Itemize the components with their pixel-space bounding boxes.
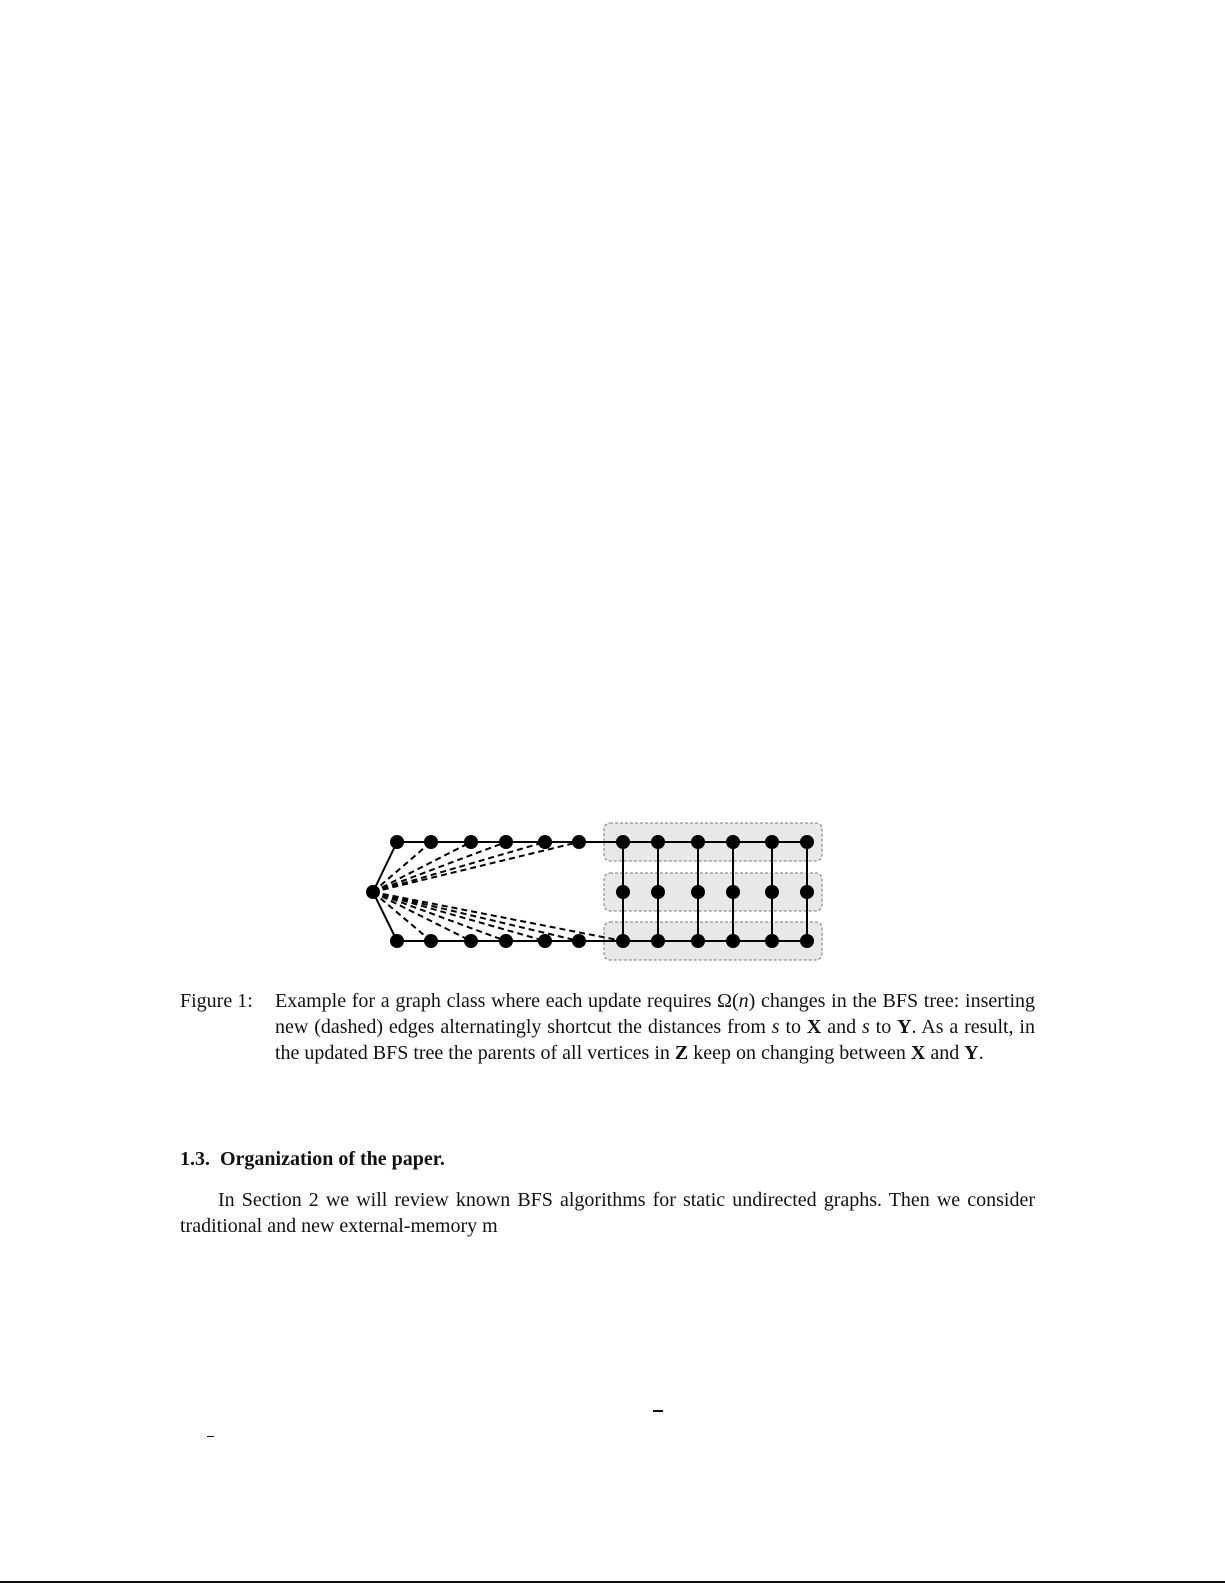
graph-node (691, 885, 705, 899)
caption-segment: . As a result, in the updated BFS tree the parents of all vertices in (275, 1016, 1035, 1064)
caption-segment: n (738, 990, 749, 1012)
caption-segment: Example for a graph class where each update requires Ω( (275, 990, 739, 1012)
caption-segment: ) changes in the BFS tree: inserting new (dashed) edges alternatingly shortcut the distances from (275, 990, 1035, 1038)
graph-node (800, 934, 814, 948)
dashed-edge (373, 892, 623, 941)
figure-caption-text (275, 988, 1035, 1066)
graph-node (691, 934, 705, 948)
graph-node (390, 934, 404, 948)
caption-segment: s (771, 1016, 780, 1038)
graph-node (616, 934, 630, 948)
bfs-graph-figure (360, 820, 840, 970)
caption-segment: and (821, 1016, 862, 1038)
caption-segment: keep on changing between (688, 1042, 911, 1064)
dashed-edge (373, 892, 579, 941)
graph-node (726, 885, 740, 899)
caption-segment: to (869, 1016, 898, 1038)
graph-node (691, 835, 705, 849)
graph-node (726, 934, 740, 948)
graph-node (726, 835, 740, 849)
body-paragraph: In Section 2 we will review known BFS algorithms for static undirected graphs. Then we consider traditional and new external-memory m (180, 1189, 1035, 1237)
caption-segment: Y (964, 1042, 979, 1064)
caption-segment: . (978, 1042, 984, 1064)
graph-node (499, 934, 513, 948)
graph-node (424, 835, 438, 849)
section-heading (180, 1148, 445, 1171)
dashed-edge (373, 892, 545, 941)
page-mark (653, 1410, 663, 1412)
graph-node (390, 835, 404, 849)
graph-node (538, 835, 552, 849)
graph-node (499, 835, 513, 849)
graph-node (464, 835, 478, 849)
section-number: 1.3. (180, 1148, 210, 1170)
group-box (604, 873, 822, 911)
graph-node (424, 934, 438, 948)
graph-node (538, 934, 552, 948)
caption-segment: X (806, 1016, 822, 1038)
graph-node (616, 835, 630, 849)
caption-segment: to (779, 1016, 807, 1038)
dashed-edge (373, 842, 579, 892)
figure-label: Figure 1: (180, 990, 253, 1012)
page-bottom-rule (0, 1581, 1225, 1583)
graph-node (651, 835, 665, 849)
graph-node (651, 885, 665, 899)
dashed-edges (373, 842, 623, 941)
page-mark (207, 1436, 214, 1437)
graph-node (800, 835, 814, 849)
graph-node (765, 835, 779, 849)
caption-segment: Y (897, 1016, 912, 1038)
graph-node (366, 885, 380, 899)
group-boxes (604, 823, 822, 960)
caption-segment: Z (674, 1042, 689, 1064)
graph-node (765, 885, 779, 899)
graph-node (765, 934, 779, 948)
graph-node (651, 934, 665, 948)
graph-node (572, 934, 586, 948)
graph-node (800, 885, 814, 899)
dashed-edge (373, 842, 545, 892)
caption-segment: and (925, 1042, 965, 1064)
caption-segment: s (861, 1016, 870, 1038)
graph-node (464, 934, 478, 948)
graph-node (572, 835, 586, 849)
graph-node (616, 885, 630, 899)
section-title: Organization of the paper. (220, 1148, 445, 1170)
figure-caption (180, 988, 1035, 1066)
caption-segment: X (910, 1042, 926, 1064)
